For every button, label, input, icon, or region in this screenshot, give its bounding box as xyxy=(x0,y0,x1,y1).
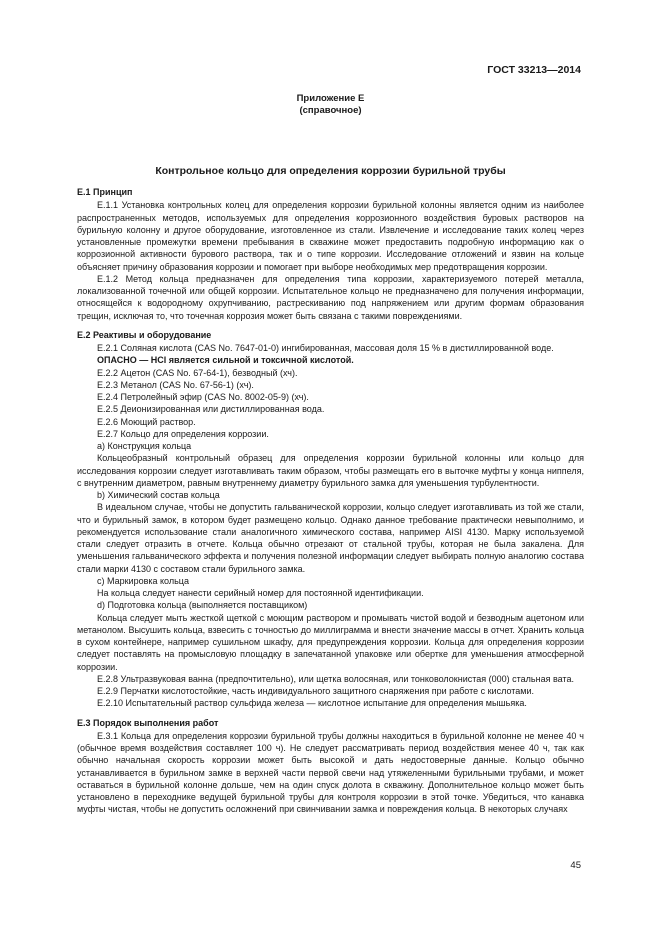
page-number: 45 xyxy=(570,860,581,871)
list-item: c) Маркировка кольца xyxy=(97,575,189,586)
section-heading: Е.3 Порядок выполнения работ xyxy=(77,717,219,728)
paragraph: Е.2.10 Испытательный раствор сульфида железа — кислотное испытание для определения мышьяка. xyxy=(97,698,527,709)
paragraph: Е.2.6 Моющий раствор. xyxy=(97,416,196,427)
document-body xyxy=(77,186,584,816)
paragraph: Е.2.7 Кольцо для определения коррозии. xyxy=(97,428,269,439)
paragraph: Е.1.1 Установка контрольных колец для определения коррозии бурильной колонны является одним из наиболее распространенных методов, используемых для определения коррозионного воздействия буровых растворов на бурильную колонну и другое оборудование, изготовленное из стали. Извлечение и исследование таких колец через установленные промежутки времени пребывания в скважине может предоставить подробную информацию как о коррозионной активности бурового раствора, так и о типе коррозии. Исследование отложений и язвин на кольце объясняет причину образования коррозии и помогает при выборе необходимых мер предотвращения коррозии. xyxy=(77,200,584,272)
paragraph: В идеальном случае, чтобы не допустить гальванической коррозии, кольцо следует изготавливать из той же стали, что и бурильный замок, в котором будет размещено кольцо. Однако данное требование практически невыполнимо, и рекомендуется использование стали аналогичного химического состава, например AISI 4130. Марку используемой стали следует отразить в отчете. Кольца обычно отрезают от стальной трубы, которая не была закалена. Для уменьшения гальванического эффекта и получения полезной информации следует выбирать полную аналогию состава стали марки 4130 с составом стали бурильного замка. xyxy=(77,502,584,574)
list-item: a) Конструкция кольца xyxy=(97,441,192,451)
annex-title: Приложение Е xyxy=(296,93,365,104)
paragraph: Е.2.5 Деионизированная или дистиллированная вода. xyxy=(97,404,325,415)
standard-number: ГОСТ 33213—2014 xyxy=(487,64,581,76)
paragraph: Е.2.4 Петролейный эфир (CAS No. 8002-05-9) (хч). xyxy=(97,392,309,402)
paragraph: Кольца следует мыть жесткой щеткой с моющим раствором и промывать чистой водой и безводным ацетоном или метанолом. Высушить кольца, взвесить с точностью до миллиграмма и внести значение массы в отчет. Хранить кольца в сухом контейнере, например сушильном шкафу, для предупреждения коррозии. Кольца для определения коррозии следует поставлять на промысловую площадку в запечатанной упаковке или обертке для уменьшения атмосферной коррозии. xyxy=(77,612,584,672)
paragraph: Е.2.9 Перчатки кислотостойкие, часть индивидуального защитного снаряжения при работе с кислотами. xyxy=(97,686,534,696)
section-heading: Е.2 Реактивы и оборудование xyxy=(77,329,212,340)
paragraph: Е.3.1 Кольца для определения коррозии бурильной трубы должны находиться в бурильной колонне не менее 40 ч (обычное время воздействия составляет 100 ч). Не следует рассматривать период воздействия менее 40 ч, так как обычно начальная скорость коррозии может быть высокой и дать недостоверные данные. Кольцо обычно устанавливается в бурильном замке в верхней части первой свечи над утяжеленными бурильными трубами, и может оставаться в бурильной колонне дольше, чем на один спуск долота в скважину. Дополнительное кольцо может быть установлено в переходнике ведущей бурильной трубы для контроля коррозии в этой точке. Убедиться, что канавка муфты чистая, чтобы не допустить осложнений при свинчивании замка и повреждения кольца. В некоторых случаях xyxy=(77,730,584,815)
paragraph: Е.1.2 Метод кольца предназначен для определения типа коррозии, характеризуемого потерей металла, локализованной точечной или общей коррозии. Испытательное кольцо не предназначено для получения информации, относящейся к водородному охрупчиванию, растрескиванию под напряжением или другим формам образования трещин, исключая то, что точечная коррозия может быть связана с такими повреждениями. xyxy=(77,273,584,321)
paragraph: Е.2.1 Соляная кислота (CAS No. 7647-01-0) ингибированная, массовая доля 15 % в дистиллированной воде. xyxy=(97,343,554,353)
paragraph: На кольца следует нанести серийный номер для постоянной идентификации. xyxy=(97,588,424,598)
list-item: d) Подготовка кольца (выполняется поставщиком) xyxy=(97,600,308,611)
warning-text: ОПАСНО — HCl является сильной и токсичной кислотой. xyxy=(97,355,354,366)
paragraph: Кольцеобразный контрольный образец для определения коррозии бурильной колонны или кольцо для исследования коррозии следует изготавливать таким образом, чтобы размещать его в выточке муфты у конца ниппеля, с внутренним диаметром, равным внутреннему диаметру бурильного замка для уменьшения турбулентности. xyxy=(77,453,584,488)
annex-kind: (справочное) xyxy=(299,105,362,116)
paragraph: Е.2.3 Метанол (CAS No. 67-56-1) (хч). xyxy=(97,379,254,390)
paragraph: Е.2.2 Ацетон (CAS No. 67-64-1), безводный (хч). xyxy=(97,367,298,378)
annex-header xyxy=(0,93,661,117)
section-heading: Е.1 Принцип xyxy=(77,187,133,197)
document-title: Контрольное кольцо для определения коррозии бурильной трубы xyxy=(155,165,506,177)
list-item: b) Химический состав кольца xyxy=(97,490,220,500)
paragraph: Е.2.8 Ультразвуковая ванна (предпочтительно), или щетка волосяная, или тонковолокнистая (000) стальная вата. xyxy=(97,673,574,684)
